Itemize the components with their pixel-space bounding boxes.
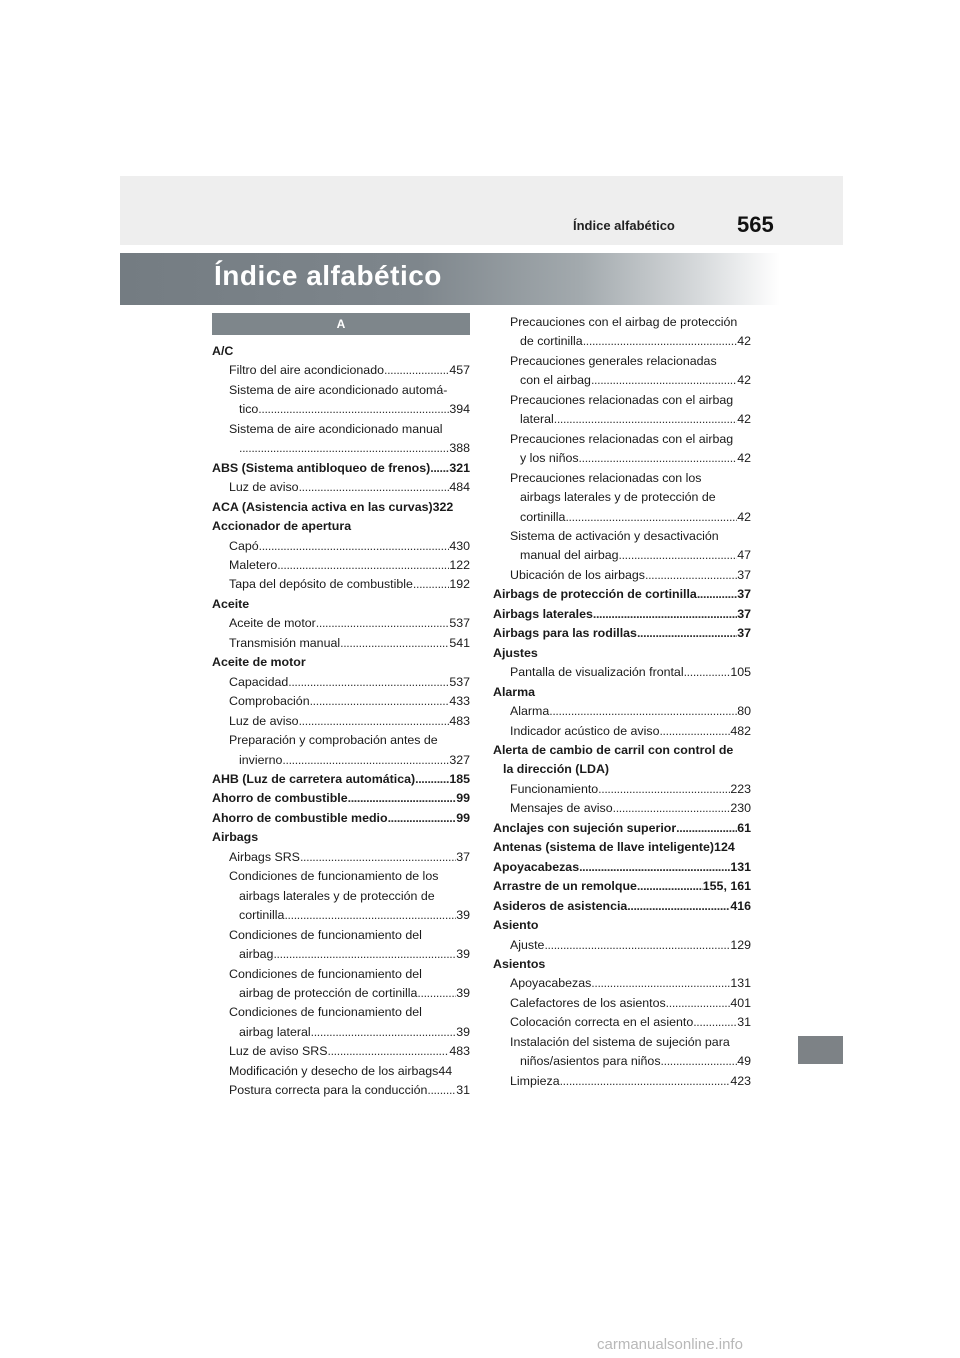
dot-leader	[427, 1081, 456, 1100]
entry-label: Apoyacabezas	[493, 859, 580, 874]
entry-label: airbag de protección de cortinilla	[239, 985, 418, 1000]
index-entry[interactable]	[493, 702, 751, 721]
entry-page-number: 541	[449, 635, 470, 650]
entry-label: Calefactores de los asientos	[510, 995, 666, 1010]
index-column-left	[212, 313, 470, 1101]
dot-leader	[300, 848, 456, 867]
entry-label: ACA (Asistencia activa en las curvas)	[212, 499, 433, 514]
entry-page-number: 31	[737, 1015, 751, 1030]
index-entry[interactable]	[493, 644, 751, 663]
entry-page-number: 42	[737, 412, 751, 427]
index-entry[interactable]	[493, 508, 751, 527]
entry-label: Modificación y desecho de los airbags	[229, 1063, 439, 1078]
index-entry[interactable]	[212, 420, 470, 439]
dot-leader	[676, 819, 737, 838]
index-entry[interactable]	[212, 459, 470, 478]
dot-leader	[316, 614, 450, 633]
entry-page-number: 49	[737, 1054, 751, 1069]
index-entry[interactable]	[212, 634, 470, 653]
entry-label: Ahorro de combustible	[212, 791, 348, 806]
entry-page-number: 457	[449, 363, 470, 378]
entry-label: cortinilla	[239, 908, 285, 923]
entry-page-number: 537	[449, 616, 470, 631]
entry-label: Asideros de asistencia	[493, 898, 628, 913]
dot-leader	[258, 400, 449, 419]
index-entry[interactable]	[493, 858, 751, 877]
index-entry[interactable]	[212, 1042, 470, 1061]
entry-page-number: 37	[456, 849, 470, 864]
entry-label: y los niños	[520, 451, 579, 466]
index-entry[interactable]	[212, 478, 470, 497]
entry-page-number: 430	[449, 538, 470, 553]
index-entry[interactable]	[212, 1081, 470, 1100]
entry-page-number: 37	[737, 587, 751, 602]
entry-page-number: 433	[449, 694, 470, 709]
entry-page-number: 105	[730, 665, 751, 680]
entry-page-number: 122	[449, 557, 470, 572]
entry-label: airbags laterales y de protección de	[520, 490, 716, 505]
dot-leader	[417, 984, 456, 1003]
entry-label: Ubicación de los airbags	[510, 567, 645, 582]
entry-label: Instalación del sistema de sujeción para	[510, 1034, 730, 1049]
index-entry[interactable]	[212, 867, 470, 886]
index-entry[interactable]	[493, 391, 751, 410]
index-entry[interactable]	[212, 1023, 470, 1042]
dot-leader	[549, 702, 737, 721]
entry-label: Airbags SRS	[229, 849, 300, 864]
dot-leader	[384, 361, 449, 380]
entry-label: Precauciones relacionadas con los	[510, 470, 702, 485]
index-entry[interactable]	[493, 332, 751, 351]
entry-label: Condiciones de funcionamiento del	[229, 966, 422, 981]
index-entry[interactable]	[212, 653, 470, 672]
entry-label: Aceite de motor	[212, 655, 306, 670]
index-entry[interactable]	[212, 595, 470, 614]
entry-label: Precauciones relacionadas con el airbag	[510, 392, 734, 407]
index-entry[interactable]	[212, 945, 470, 964]
dot-leader	[388, 809, 457, 828]
index-column-right	[493, 313, 751, 1091]
index-entry[interactable]	[493, 585, 751, 604]
index-entry[interactable]	[493, 760, 751, 779]
entry-label: Antenas (sistema de llave inteligente)	[493, 840, 715, 855]
dot-leader	[591, 371, 737, 390]
entry-label: Luz de aviso	[229, 480, 299, 495]
index-list-right	[493, 313, 751, 1091]
dot-leader	[565, 508, 737, 527]
entry-page-number: 129	[730, 937, 751, 952]
entry-page-number: 124	[714, 840, 735, 855]
dot-leader	[697, 585, 737, 604]
entry-label: Sistema de activación y desactivación	[510, 528, 719, 543]
index-entry[interactable]	[212, 965, 470, 984]
entry-label: Preparación y comprobación antes de	[229, 733, 438, 748]
entry-page-number: 39	[456, 1024, 470, 1039]
entry-label: con el airbag	[520, 373, 591, 388]
dot-leader	[328, 1042, 450, 1061]
index-entry[interactable]	[212, 439, 470, 458]
index-entry[interactable]	[493, 877, 751, 896]
index-entry[interactable]	[493, 527, 751, 546]
entry-page-number: 230	[730, 801, 751, 816]
dot-leader	[340, 634, 449, 653]
entry-label: Limpieza	[510, 1073, 560, 1088]
index-entry[interactable]	[212, 614, 470, 633]
dot-leader	[299, 478, 450, 497]
entry-page-number: 37	[737, 567, 751, 582]
index-entry[interactable]	[493, 449, 751, 468]
dot-leader	[277, 556, 449, 575]
entry-label: Mensajes de aviso	[510, 801, 613, 816]
dot-leader	[311, 1023, 457, 1042]
dot-leader	[299, 712, 450, 731]
entry-label: Arrastre de un remolque	[493, 879, 637, 894]
entry-label: A/C	[212, 344, 234, 358]
index-entry[interactable]	[212, 906, 470, 925]
index-entry[interactable]	[493, 838, 751, 857]
dot-leader	[613, 799, 731, 818]
index-entry[interactable]	[493, 469, 751, 488]
watermark: carmanualsonline.info	[597, 1336, 743, 1353]
entry-page-number: 42	[737, 334, 751, 349]
entry-page-number: 416	[730, 898, 751, 913]
dot-leader	[645, 566, 737, 585]
index-entry[interactable]	[493, 780, 751, 799]
dot-leader	[598, 780, 730, 799]
dot-leader	[239, 439, 449, 458]
entry-page-number: 327	[449, 752, 470, 767]
entry-label: Aceite de motor	[229, 616, 316, 631]
entry-label: Capacidad	[229, 674, 289, 689]
header-band	[120, 176, 843, 245]
index-entry[interactable]	[493, 313, 751, 332]
entry-page-number: 42	[737, 373, 751, 388]
dot-leader	[666, 994, 731, 1013]
index-entry[interactable]	[212, 400, 470, 419]
entry-label: invierno	[239, 752, 283, 767]
index-entry[interactable]	[212, 984, 470, 1003]
entry-label: airbag	[239, 947, 274, 962]
entry-label: Postura correcta para la conducción	[229, 1083, 428, 1098]
index-entry[interactable]	[212, 361, 470, 380]
entry-page-number: 388	[449, 441, 470, 456]
entry-page-number: 537	[449, 674, 470, 689]
entry-label: Aceite	[212, 596, 250, 611]
entry-page-number: 44	[438, 1063, 453, 1078]
dot-leader	[579, 449, 738, 468]
entry-label: Alerta de cambio de carril con control de	[493, 742, 734, 757]
entry-label: Capó	[229, 538, 259, 553]
index-entry[interactable]	[493, 936, 751, 955]
entry-label: Asiento	[493, 918, 539, 933]
dot-leader	[627, 897, 730, 916]
index-entry[interactable]	[212, 712, 470, 731]
entry-label: manual del airbag	[520, 548, 619, 563]
entry-label: Condiciones de funcionamiento de los	[229, 869, 439, 884]
dot-leader	[593, 605, 737, 624]
entry-label: Accionador de apertura	[212, 519, 352, 534]
index-entry[interactable]	[212, 1062, 470, 1081]
dot-leader	[661, 1052, 738, 1071]
entry-page-number: 39	[456, 985, 470, 1000]
index-entry[interactable]	[212, 789, 470, 808]
entry-label: Sistema de aire acondicionado manual	[229, 421, 443, 436]
dot-leader	[310, 692, 450, 711]
index-entry[interactable]	[493, 624, 751, 643]
dot-leader	[684, 663, 731, 682]
index-list-left	[212, 342, 470, 1101]
entry-label: Ajustes	[493, 645, 538, 660]
entry-label: Alarma	[493, 684, 536, 699]
entry-label: airbags laterales y de protección de	[239, 888, 435, 903]
index-entry[interactable]	[493, 1033, 751, 1052]
index-entry[interactable]	[212, 381, 470, 400]
index-entry[interactable]	[493, 897, 751, 916]
entry-page-number: 61	[737, 820, 751, 835]
index-entry[interactable]	[212, 517, 470, 536]
entry-label: Condiciones de funcionamiento del	[229, 1005, 422, 1020]
entry-label: Airbags de protección de cortinilla	[493, 587, 697, 602]
entry-label: Maletero	[229, 557, 278, 572]
entry-label: Condiciones de funcionamiento del	[229, 927, 422, 942]
index-entry[interactable]	[493, 819, 751, 838]
dot-leader	[348, 789, 457, 808]
entry-page-number: 155, 161	[702, 879, 751, 894]
dot-leader	[693, 1013, 737, 1032]
dot-leader	[284, 906, 456, 925]
entry-label: Airbags laterales	[493, 606, 593, 621]
entry-page-number: 131	[730, 859, 751, 874]
index-entry[interactable]	[493, 566, 751, 585]
index-entry[interactable]	[212, 809, 470, 828]
entry-page-number: 80	[737, 704, 751, 719]
entry-label: Precauciones generales relacionadas	[510, 353, 717, 368]
dot-leader	[273, 945, 456, 964]
entry-page-number: 321	[449, 460, 470, 475]
entry-page-number: 42	[737, 451, 751, 466]
index-entry[interactable]	[493, 488, 751, 507]
entry-label: Anclajes con sujeción superior	[493, 820, 677, 835]
index-entry[interactable]	[493, 799, 751, 818]
entry-label: airbag lateral	[239, 1024, 311, 1039]
entry-label: AHB (Luz de carretera automática)	[212, 771, 416, 786]
entry-page-number: 192	[449, 577, 470, 592]
entry-label: Pantalla de visualización frontal	[510, 665, 684, 680]
entry-page-number: 423	[730, 1073, 751, 1088]
dot-leader	[579, 858, 730, 877]
entry-label: Luz de aviso SRS	[229, 1044, 328, 1059]
entry-label: tico	[239, 402, 259, 417]
entry-label: Funcionamiento	[510, 781, 599, 796]
index-entry[interactable]	[212, 575, 470, 594]
entry-page-number: 483	[449, 1044, 470, 1059]
index-entry[interactable]	[212, 848, 470, 867]
index-entry[interactable]	[212, 731, 470, 750]
index-entry[interactable]	[493, 955, 751, 974]
entry-label: de cortinilla	[520, 334, 583, 349]
dot-leader	[554, 410, 737, 429]
index-entry[interactable]	[493, 1052, 751, 1071]
index-entry[interactable]	[493, 741, 751, 760]
entry-label: lateral	[520, 412, 554, 427]
entry-page-number: 483	[449, 713, 470, 728]
index-entry[interactable]	[212, 692, 470, 711]
entry-label: Precauciones relacionadas con el airbag	[510, 431, 734, 446]
index-entry[interactable]	[212, 342, 470, 361]
index-entry[interactable]	[493, 722, 751, 741]
entry-page-number: 322	[432, 499, 454, 514]
entry-label: Sistema de aire acondicionado automá-	[229, 382, 448, 397]
index-entry[interactable]	[493, 546, 751, 565]
index-entry[interactable]	[212, 1003, 470, 1022]
dot-leader	[415, 770, 449, 789]
entry-label: Comprobación	[229, 694, 310, 709]
entry-label: la dirección (LDA)	[503, 762, 610, 777]
index-entry[interactable]	[493, 683, 751, 702]
entry-page-number: 99	[456, 791, 470, 806]
entry-page-number: 31	[456, 1083, 470, 1098]
dot-leader	[259, 537, 450, 556]
entry-label: ABS (Sistema antibloqueo de frenos)	[212, 460, 431, 475]
dot-leader	[637, 877, 703, 896]
index-entry[interactable]	[212, 673, 470, 692]
dot-leader	[591, 974, 730, 993]
entry-page-number: 482	[730, 723, 751, 738]
entry-label: Tapa del depósito de combustible	[229, 577, 413, 592]
index-entry[interactable]	[212, 537, 470, 556]
index-entry[interactable]	[493, 410, 751, 429]
entry-page-number: 39	[456, 908, 470, 923]
entry-label: Airbags	[212, 830, 259, 845]
entry-page-number: 99	[456, 810, 470, 825]
index-entry[interactable]	[493, 1013, 751, 1032]
index-entry[interactable]	[212, 770, 470, 789]
dot-leader	[659, 722, 730, 741]
entry-label: Filtro del aire acondicionado	[229, 363, 384, 378]
entry-label: Airbags para las rodillas	[493, 626, 637, 641]
entry-page-number: 394	[449, 402, 470, 417]
index-entry[interactable]	[212, 926, 470, 945]
letter-section-heading: A	[212, 313, 470, 335]
index-entry[interactable]	[493, 916, 751, 935]
dot-leader	[288, 673, 449, 692]
dot-leader	[560, 1072, 731, 1091]
index-entry[interactable]	[493, 994, 751, 1013]
entry-label: Precauciones con el airbag de protección	[510, 315, 738, 329]
entry-label: Alarma	[510, 704, 550, 719]
entry-label: Luz de aviso	[229, 713, 299, 728]
index-entry[interactable]	[212, 887, 470, 906]
entry-label: Transmisión manual	[229, 635, 341, 650]
dot-leader	[583, 332, 738, 351]
dot-leader	[637, 624, 737, 643]
index-entry[interactable]	[493, 352, 751, 371]
index-entry[interactable]	[493, 1072, 751, 1091]
entry-label: Ajuste	[510, 937, 545, 952]
header-section-title: Índice alfabético	[573, 218, 675, 233]
entry-page-number: 39	[456, 947, 470, 962]
index-entry[interactable]	[493, 605, 751, 624]
index-entry[interactable]	[493, 430, 751, 449]
page-title: Índice alfabético	[214, 260, 442, 291]
entry-page-number: 37	[737, 626, 751, 641]
index-entry[interactable]	[493, 974, 751, 993]
entry-page-number: 42	[737, 509, 751, 524]
chapter-tab[interactable]	[798, 1036, 843, 1064]
dot-leader	[544, 936, 730, 955]
index-entry[interactable]	[493, 663, 751, 682]
entry-page-number: 484	[449, 480, 470, 495]
dot-leader	[282, 751, 449, 770]
entry-label: Apoyacabezas	[510, 976, 592, 991]
entry-label: Colocación correcta en el asiento	[510, 1015, 694, 1030]
entry-page-number: 47	[737, 548, 751, 563]
entry-label: niños/asientos para niños	[520, 1054, 661, 1069]
index-entry[interactable]	[212, 751, 470, 770]
entry-label: Asientos	[493, 956, 546, 971]
entry-page-number: 223	[730, 781, 751, 796]
dot-leader	[430, 459, 449, 478]
page-number: 565	[737, 212, 774, 237]
entry-label: cortinilla	[520, 509, 566, 524]
entry-label: Ahorro de combustible medio	[212, 810, 388, 825]
index-entry[interactable]	[212, 498, 470, 517]
dot-leader	[413, 575, 449, 594]
index-entry[interactable]	[212, 556, 470, 575]
entry-page-number: 185	[449, 771, 470, 786]
entry-page-number: 131	[730, 976, 751, 991]
entry-page-number: 37	[737, 606, 751, 621]
entry-label: Indicador acústico de aviso	[510, 723, 660, 738]
index-entry[interactable]	[493, 371, 751, 390]
dot-leader	[619, 546, 738, 565]
index-entry[interactable]	[212, 828, 470, 847]
entry-page-number: 401	[730, 995, 751, 1010]
